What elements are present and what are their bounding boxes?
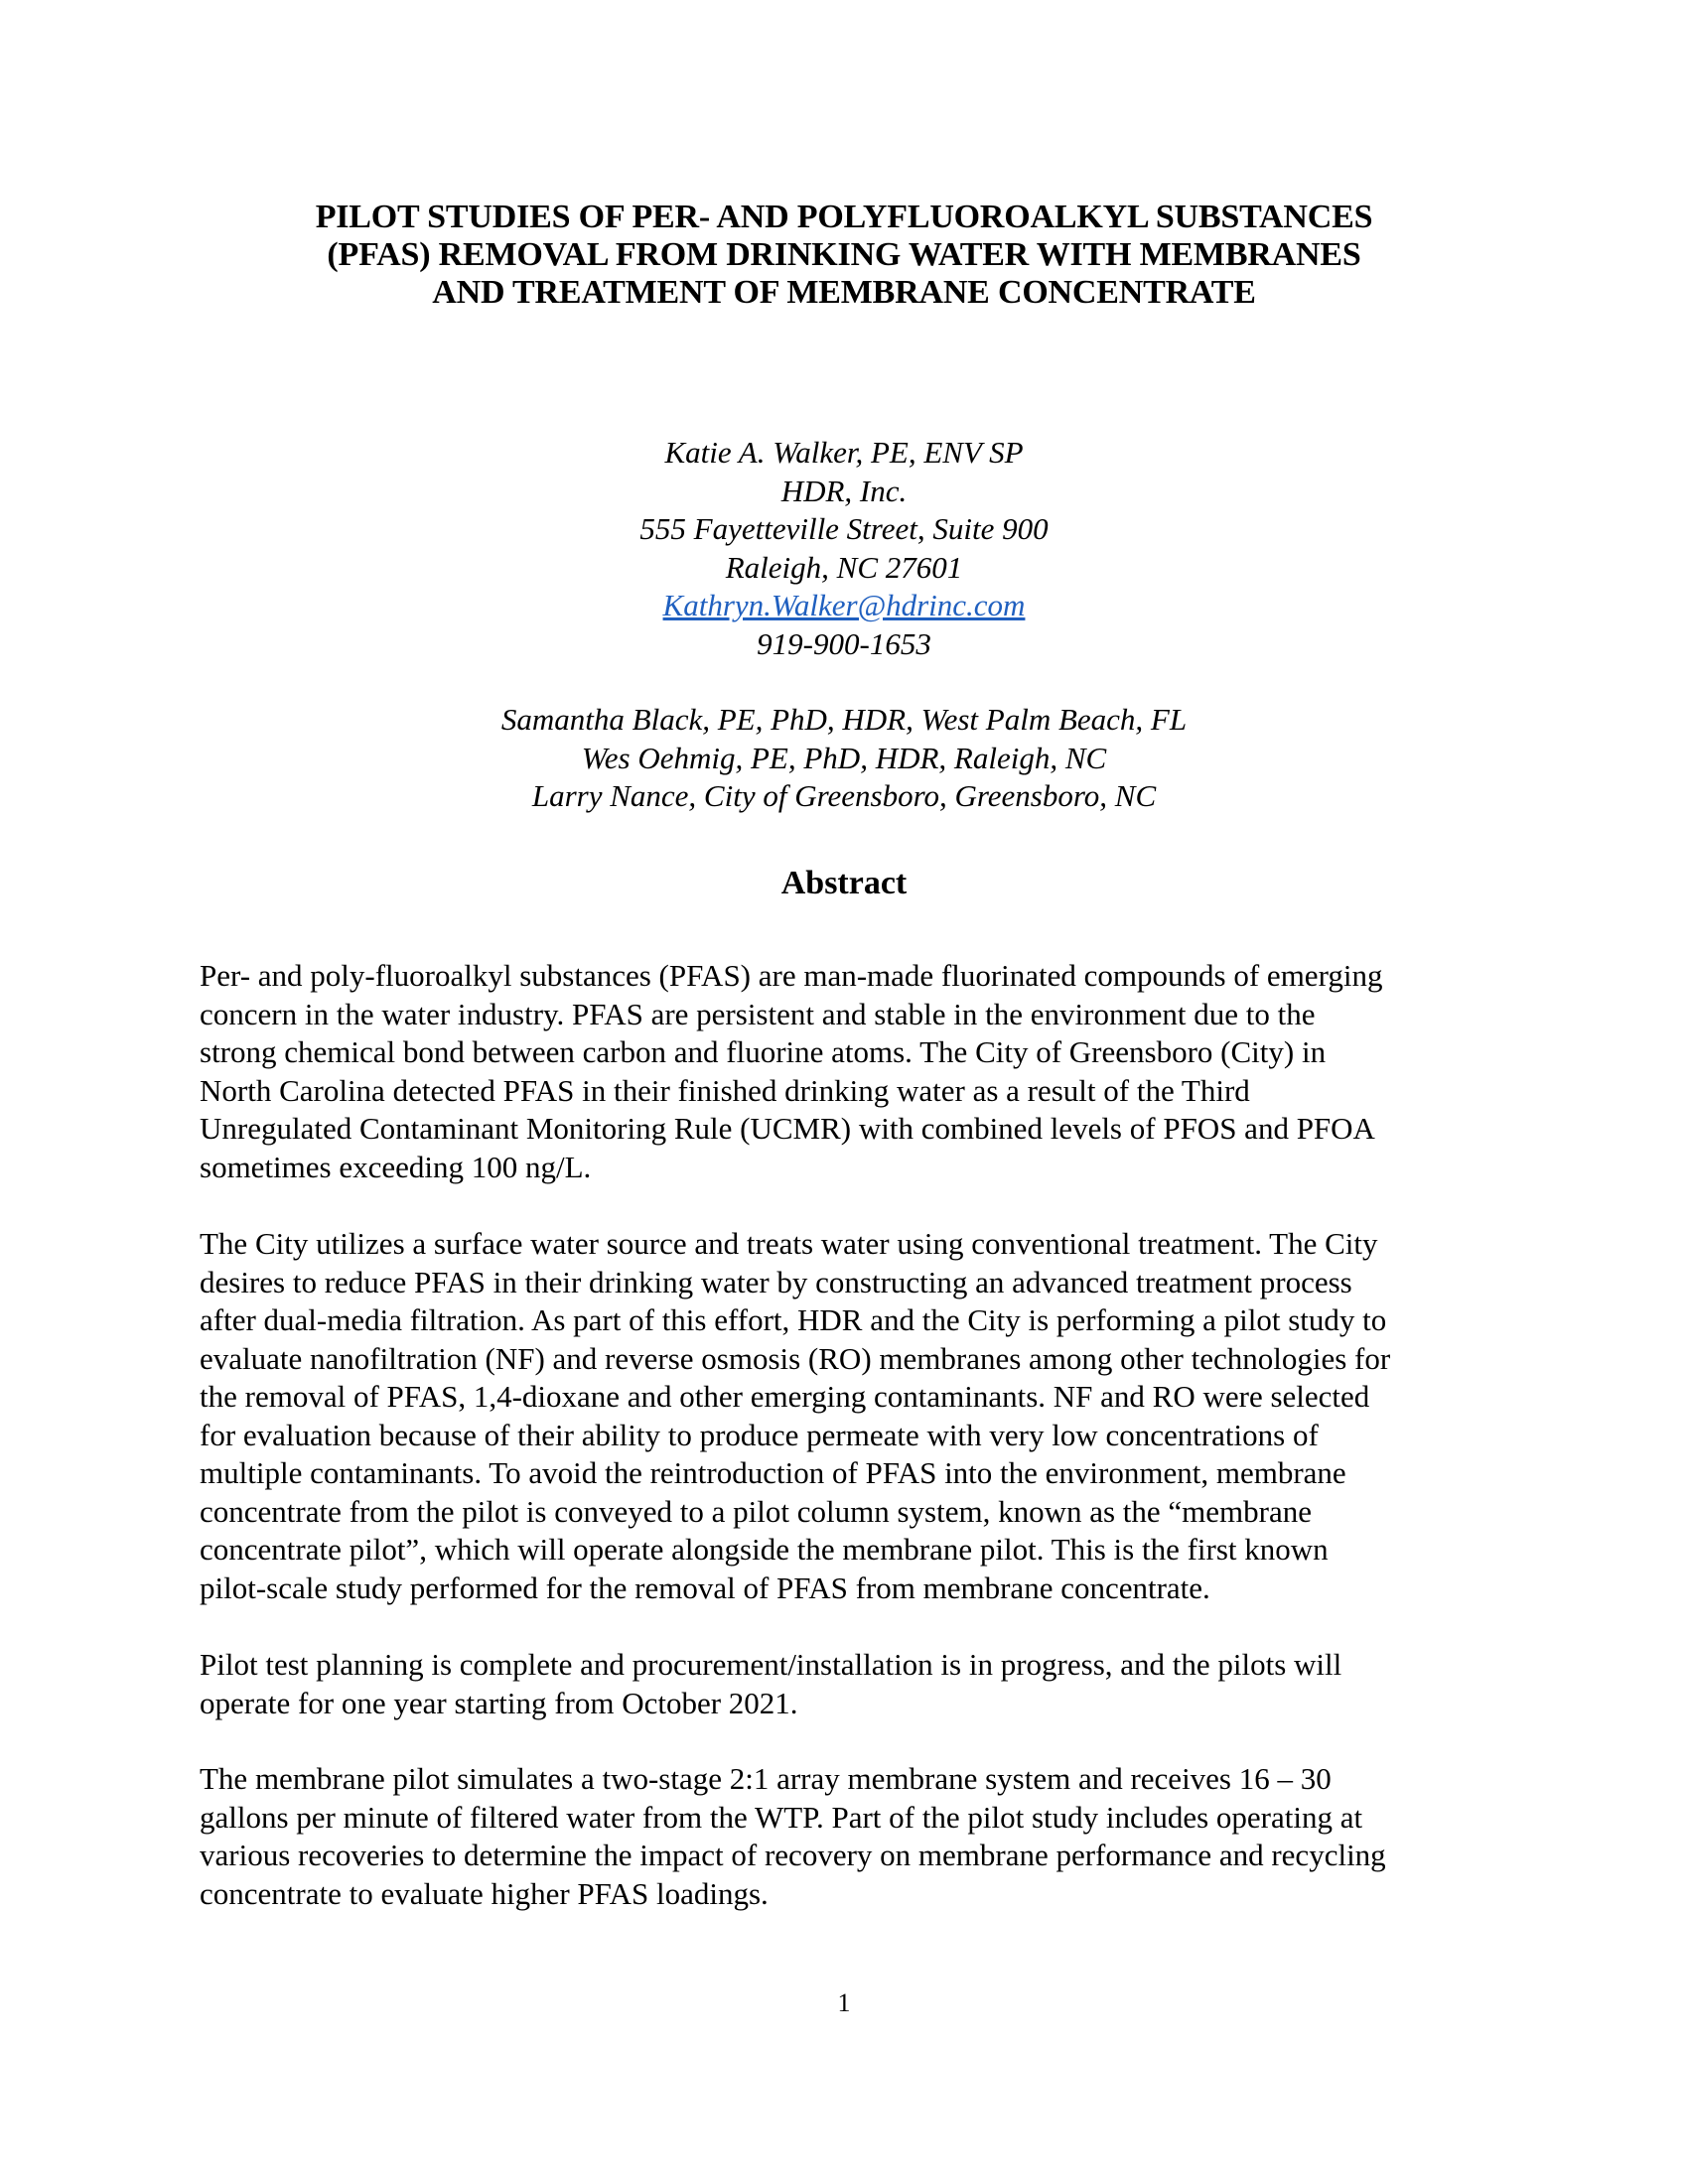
text-line: sometimes exceeding 100 ng/L. bbox=[200, 1149, 592, 1184]
title-line: PILOT STUDIES OF PER- AND POLYFLUOROALKYL SUBSTANCES bbox=[315, 199, 1373, 235]
primary-author-block bbox=[298, 434, 1390, 663]
page-number: 1 bbox=[837, 1988, 851, 2017]
text-line: various recoveries to determine the impact of recovery on membrane performance and recycling bbox=[200, 1838, 1386, 1872]
text-line: the removal of PFAS, 1,4-dioxane and other emerging contaminants. NF and RO were selected bbox=[200, 1379, 1370, 1414]
abstract-paragraph bbox=[200, 1646, 1510, 1722]
text-line: pilot-scale study performed for the removal of PFAS from membrane concentrate. bbox=[200, 1570, 1210, 1605]
abstract-paragraph bbox=[200, 1225, 1510, 1607]
author-street-address: 555 Fayetteville Street, Suite 900 bbox=[639, 511, 1049, 546]
coauthor: Samantha Black, PE, PhD, HDR, West Palm Beach, FL bbox=[500, 702, 1188, 737]
author-email-link[interactable]: Kathryn.Walker@hdrinc.com bbox=[662, 588, 1026, 622]
text-line: concentrate to evaluate higher PFAS loadings. bbox=[200, 1875, 769, 1911]
coauthors-block bbox=[298, 701, 1390, 816]
text-line: Per- and poly-fluoroalkyl substances (PFAS) are man-made fluorinated compounds of emerging bbox=[200, 958, 1383, 993]
text-line: for evaluation because of their ability to produce permeate with very low concentrations of bbox=[200, 1417, 1319, 1452]
author-name: Katie A. Walker, PE, ENV SP bbox=[664, 435, 1024, 470]
text-line: Unregulated Contaminant Monitoring Rule (UCMR) with combined levels of PFOS and PFOA bbox=[200, 1111, 1375, 1146]
text-line: evaluate nanofiltration (NF) and reverse osmosis (RO) membranes among other technologies for bbox=[200, 1340, 1391, 1376]
text-line: The City utilizes a surface water source and treats water using conventional treatment. The City bbox=[200, 1226, 1378, 1261]
text-line: North Carolina detected PFAS in their finished drinking water as a result of the Third bbox=[200, 1072, 1250, 1108]
coauthor: Larry Nance, City of Greensboro, Greensboro, NC bbox=[531, 778, 1157, 813]
text-line: desires to reduce PFAS in their drinking water by constructing an advanced treatment process bbox=[200, 1264, 1352, 1299]
text-line: operate for one year starting from October 2021. bbox=[200, 1685, 798, 1720]
abstract-heading: Abstract bbox=[780, 865, 908, 901]
text-line: Pilot test planning is complete and procurement/installation is in progress, and the pilots will bbox=[200, 1647, 1342, 1682]
text-line: after dual-media filtration. As part of this effort, HDR and the City is performing a pilot study to bbox=[200, 1302, 1387, 1337]
text-line: multiple contaminants. To avoid the reintroduction of PFAS into the environment, membrane bbox=[200, 1455, 1346, 1490]
text-line: gallons per minute of filtered water from the WTP. Part of the pilot study includes operating at bbox=[200, 1799, 1363, 1835]
text-line: concern in the water industry. PFAS are persistent and stable in the environment due to the bbox=[200, 996, 1316, 1031]
author-city: Raleigh, NC 27601 bbox=[725, 549, 963, 585]
text-line: strong chemical bond between carbon and fluorine atoms. The City of Greensboro (City) in bbox=[200, 1034, 1327, 1069]
title-line: AND TREATMENT OF MEMBRANE CONCENTRATE bbox=[432, 274, 1256, 311]
abstract-paragraph bbox=[200, 1760, 1510, 1913]
title-line: (PFAS) REMOVAL FROM DRINKING WATER WITH MEMBRANES bbox=[327, 236, 1361, 273]
text-line: concentrate from the pilot is conveyed to a pilot column system, known as the “membrane bbox=[200, 1493, 1312, 1529]
text-line: The membrane pilot simulates a two-stage 2:1 array membrane system and receives 16 – 30 bbox=[200, 1761, 1332, 1796]
text-line: concentrate pilot”, which will operate alongside the membrane pilot. This is the first known bbox=[200, 1532, 1329, 1567]
author-organization: HDR, Inc. bbox=[780, 473, 908, 508]
abstract-paragraph bbox=[200, 957, 1510, 1186]
author-phone: 919-900-1653 bbox=[757, 625, 931, 661]
coauthor: Wes Oehmig, PE, PhD, HDR, Raleigh, NC bbox=[581, 740, 1107, 775]
paper-title bbox=[199, 199, 1489, 312]
